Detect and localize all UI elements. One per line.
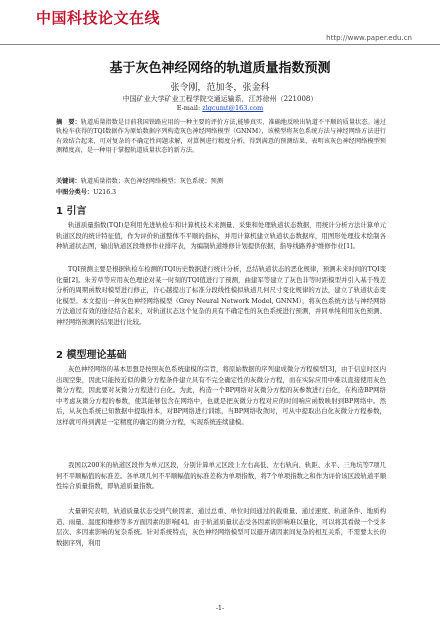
clc-line — [56, 187, 116, 196]
keywords-line — [56, 176, 223, 185]
paragraph — [56, 264, 386, 328]
paper-email-line — [0, 104, 440, 112]
paragraph — [56, 220, 386, 252]
site-logo-text: 中国科技论文在线 — [36, 9, 161, 27]
clc-label: 中图分类号： — [56, 189, 94, 196]
email-label: E-mail: — [176, 104, 203, 112]
site-logo[interactable] — [36, 7, 160, 28]
abstract — [56, 118, 386, 156]
paragraph-text: 大量研究表明，轨道质量状态受到气候因素、通过总重、单位时间通过的载重量、通过速度、轨道条件、地质构造、雨量、温度和维修等多方面因素的影响[4]。由于轨道质量状态受各因素的影响难以量化，可以将其看做一个受多层次、多因素影响的复杂系统。针对系统特点，灰色神经网络模型可以避开诸因素间复杂的相互关系，不需要太长的数据序列，利用 — [56, 507, 386, 547]
clc-text: U216.3 — [93, 189, 117, 196]
page-number: -1- — [215, 604, 225, 612]
paper-title: 基于灰色神经网络的轨道质量指数预测 — [109, 61, 331, 76]
paper-authors: 张令刚，范加冬，张金科 — [170, 83, 270, 93]
keywords-text: 轨道质量指数；灰色神经网络模型；灰色系统；预测 — [80, 178, 224, 185]
email-link[interactable]: zlgcumt@163.com — [202, 104, 264, 112]
site-header — [0, 0, 440, 45]
paragraph-text: 轨道质量指数(TQI)是利用先进轨检车和计算机技术来测量、采集和处理轨道状态数据，用统计分析方法计算单元轨道区段的统计特征值，作为评价轨道整体不平顺的指标，并用计算机建立轨道状态数据库，用图形处理技术绘制各种轨道状态图，输出轨道区段维修作业排序表，为编制轨道维修计划提供依据，指导线路养护维修作业[1]。 — [56, 221, 386, 251]
keywords-label: 关键词： — [56, 178, 81, 185]
paper-affiliation: 中国矿业大学矿业工程学院交通运输系，江苏徐州（221008） — [122, 95, 318, 103]
paragraph — [56, 460, 386, 492]
paragraph — [56, 506, 386, 548]
paragraph — [56, 364, 386, 428]
abstract-text: 轨道质量指数是目前我国铁路应用的一种主要的评价方法,能够真实、准确地反映出轨道不平顺的质量状态。通过轨检车获得的TQI数据作为原始数据序列构造灰色神经网络模型（GNNM），该模型将灰色系统方法与神经网络方法进行有效结合起来，可对复杂的不确定性问题求解，对算例进行精度分析，得到满意的预测结果，表明该灰色神经网络模型预测精度高，是一种用于掌握轨道质量状态的新方法。 — [56, 119, 387, 155]
paragraph-text: 我国以200米的轨道区段作为单元区段，分别计算单元区段上左右高低、左右轨向、轨距、水平、三角坑等7项几何不平顺幅值的标准差。各单项几何不平顺幅值的标准差称为单项指数，将7个单项指数之和作为评价该区段轨道平顺性综合质量指数，即轨道质量指数。 — [56, 461, 386, 491]
abstract-label: 摘 要： — [56, 119, 81, 126]
section-heading: 2 模型理论基础 — [56, 350, 127, 361]
paragraph-text: 灰色神经网络的基本思想是按照灰色系统建模的宗旨，将原始数据的序列建成微分方程模型[3]，由于信息时区内出现空集，因此只能按近似的微分方程条件建立具有不完全确定性的灰微分方程，而在实际应用中难以直接使用灰色微分方程，因此要对灰微分方程进行白化。为此，构造一个BP网络对灰微分方程的灰参数进行白化，在构造BP网络中考虑灰微分方程的参数，使其能够包含在网络中，也就是把灰微分方程对应的时间响应函数映射到BP网络中。然后，从灰色系统已知数据中提取样本，对BP网络进行训练，当BP网络收敛时，可从中提取出白化灰微分方程参数，这样就可得到满足一定精度的确定的微分方程，实现系统连续建模。 — [56, 365, 386, 426]
paragraph-text: TQI预测主要是根据轨检车检测的TQI历史数据进行统计分析，总结轨道状态的恶化规律，预测未来时间的TQI变化量[2]。朱芳草等应用灰色理论对某一时刻的TQI值进行了预测，曲建军等建立了灰色非等时距模型并引入基于残差分析的周期函数对模型进行修正，许心越提出了标准分段线性模拟轨道几何尺寸变化规律的方法，建立了轨道状态变化模型。本文提出一种灰色神经网络模型（Grey Neural Network Model, GNNM），将灰色系统方法与神经网络方法通过有效的途径结合起来，对轨道状态这个复杂的具有不确定性的灰色系统进行预测，并同单纯利用灰色预测、神经网络预测的结果进行比较。 — [56, 265, 386, 326]
header-url[interactable]: http://www.paper.edu.cn — [326, 34, 412, 42]
section-heading: 1 引言 — [56, 206, 87, 217]
